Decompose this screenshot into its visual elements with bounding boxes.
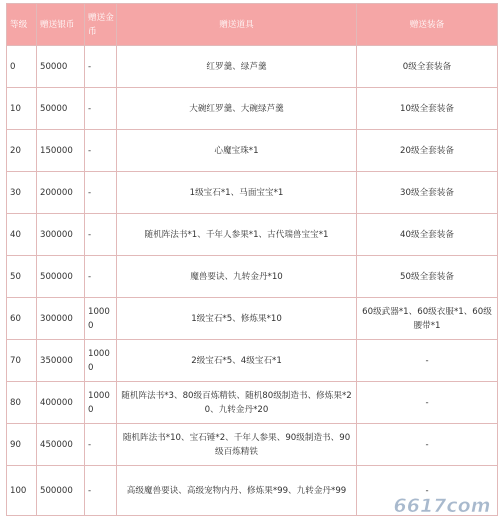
cell-items: 大碗红罗羹、大碗绿芦羹 — [117, 88, 357, 130]
cell-silver: 50000 — [37, 46, 85, 88]
cell-gold: 10000 — [85, 340, 117, 382]
cell-level: 90 — [7, 424, 37, 466]
cell-gold: - — [85, 46, 117, 88]
cell-gold: - — [85, 256, 117, 298]
cell-gold: 10000 — [85, 298, 117, 340]
cell-level: 30 — [7, 172, 37, 214]
cell-equipment: 30级全套装备 — [357, 172, 498, 214]
cell-silver: 300000 — [37, 298, 85, 340]
cell-items: 魔兽要诀、九转金丹*10 — [117, 256, 357, 298]
level-reward-table — [6, 3, 498, 516]
cell-items: 随机阵法书*1、千年人参果*1、古代瑞兽宝宝*1 — [117, 214, 357, 256]
table-row — [7, 424, 498, 466]
cell-silver: 500000 — [37, 466, 85, 516]
table-row — [7, 382, 498, 424]
cell-items: 高级魔兽要诀、高级宠物内丹、修炼果*99、九转金丹*99 — [117, 466, 357, 516]
cell-silver: 300000 — [37, 214, 85, 256]
cell-silver: 400000 — [37, 382, 85, 424]
cell-level: 60 — [7, 298, 37, 340]
cell-level: 50 — [7, 256, 37, 298]
header-silver: 赠送银币 — [37, 4, 85, 46]
cell-level: 80 — [7, 382, 37, 424]
cell-gold: - — [85, 172, 117, 214]
cell-equipment: 50级全套装备 — [357, 256, 498, 298]
header-equipment: 赠送装备 — [357, 4, 498, 46]
cell-equipment: 0级全套装备 — [357, 46, 498, 88]
cell-silver: 50000 — [37, 88, 85, 130]
cell-equipment: - — [357, 424, 498, 466]
cell-silver: 500000 — [37, 256, 85, 298]
table-body — [7, 46, 498, 516]
cell-gold: - — [85, 88, 117, 130]
cell-level: 0 — [7, 46, 37, 88]
cell-items: 2级宝石*5、4级宝石*1 — [117, 340, 357, 382]
table-row — [7, 172, 498, 214]
cell-gold: 10000 — [85, 382, 117, 424]
cell-items: 红罗羹、绿芦羹 — [117, 46, 357, 88]
cell-gold: - — [85, 214, 117, 256]
cell-gold: - — [85, 466, 117, 516]
cell-equipment: - — [357, 340, 498, 382]
cell-items: 心魔宝珠*1 — [117, 130, 357, 172]
cell-equipment: 40级全套装备 — [357, 214, 498, 256]
cell-level: 40 — [7, 214, 37, 256]
cell-gold: - — [85, 130, 117, 172]
cell-silver: 200000 — [37, 172, 85, 214]
cell-level: 20 — [7, 130, 37, 172]
cell-items: 随机阵法书*10、宝石锤*2、千年人参果、90级制造书、90级百炼精铁 — [117, 424, 357, 466]
table-row — [7, 298, 498, 340]
cell-equipment: 10级全套装备 — [357, 88, 498, 130]
site-watermark-logo — [390, 492, 494, 518]
cell-equipment: - — [357, 382, 498, 424]
table-row — [7, 214, 498, 256]
table-row — [7, 340, 498, 382]
cell-items: 随机阵法书*3、80级百炼精铁、随机80级制造书、修炼果*20、九转金丹*20 — [117, 382, 357, 424]
svg-text:6617com: 6617com — [393, 495, 491, 517]
table-row — [7, 46, 498, 88]
cell-equipment: - — [357, 466, 498, 516]
cell-items: 1级宝石*1、马面宝宝*1 — [117, 172, 357, 214]
header-row — [7, 4, 498, 46]
table-row — [7, 130, 498, 172]
cell-equipment: 60级武器*1、60级衣服*1、60级腰带*1 — [357, 298, 498, 340]
table-row — [7, 88, 498, 130]
cell-silver: 450000 — [37, 424, 85, 466]
cell-level: 70 — [7, 340, 37, 382]
cell-silver: 150000 — [37, 130, 85, 172]
reward-table-wrapper — [6, 3, 498, 516]
cell-silver: 350000 — [37, 340, 85, 382]
table-row — [7, 256, 498, 298]
cell-level: 10 — [7, 88, 37, 130]
header-items: 赠送道具 — [117, 4, 357, 46]
cell-equipment: 20级全套装备 — [357, 130, 498, 172]
cell-gold: - — [85, 424, 117, 466]
cell-items: 1级宝石*5、修炼果*10 — [117, 298, 357, 340]
header-level: 等级 — [7, 4, 37, 46]
cell-level: 100 — [7, 466, 37, 516]
header-gold: 赠送金币 — [85, 4, 117, 46]
